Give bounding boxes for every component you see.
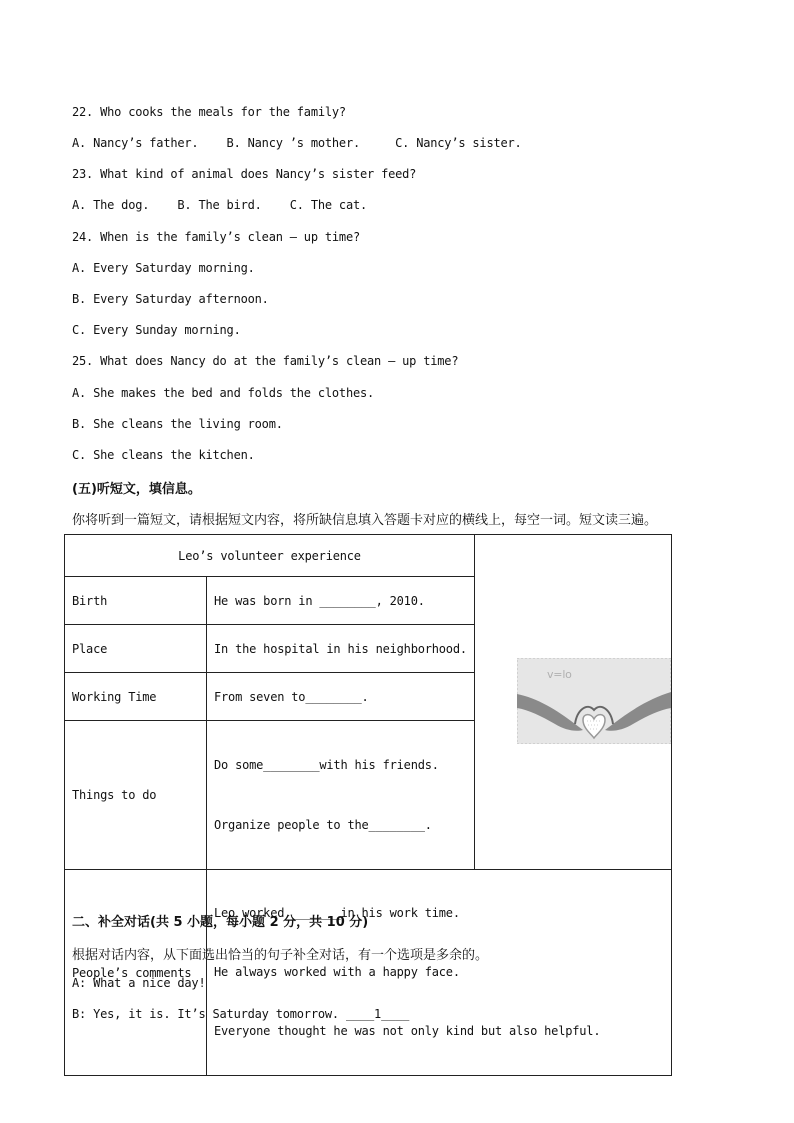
row-label: Birth [65,577,207,625]
option-c: C. Every Sunday morning. [72,323,241,337]
question-text: 22. Who cooks the meals for the family? [72,105,346,119]
content-line: Do some________with his friends. [214,758,439,772]
section-heading: (五)听短文，填信息。 [72,482,201,497]
option-b: B. She cleans the living room. [72,417,283,431]
dialogue-line: A: What a nice day! [72,976,206,990]
row-content [207,870,672,1076]
option-a: A. Every Saturday morning. [72,261,255,275]
row-content: From seven to________. [207,673,475,721]
option-a: A. She makes the bed and folds the clothes. [72,386,375,400]
content-line: He always worked with a happy face. [214,965,460,979]
photo-cell [475,535,672,870]
row-content [207,721,475,870]
section-heading: 二、补全对话(共 5 小题，每小题 2 分，共 10 分) [72,915,369,930]
section-instruction: 根据对话内容，从下面选出恰当的句子补全对话，有一个选项是多余的。 [72,948,489,963]
question-text: 25. What does Nancy do at the family’s clean – up time? [72,354,459,368]
question-text: 23. What kind of animal does Nancy’s sister feed? [72,167,417,181]
content-line: Leo worked________in his work time. [214,906,460,920]
table-title: Leo’s volunteer experience [65,535,475,577]
question-text: 24. When is the family’s clean – up time? [72,230,361,244]
svg-text:v=lo: v=lo [547,667,572,681]
row-label: People’s comments [65,870,207,1076]
option-c: C. She cleans the kitchen. [72,448,255,462]
option-b: B. Every Saturday afternoon. [72,292,269,306]
content-line: Organize people to the________. [214,818,432,832]
row-content: In the hospital in his neighborhood. [207,625,475,673]
dialogue-line: B: Yes, it is. It’s Saturday tomorrow. ____1____ [72,1007,410,1021]
row-content: He was born in ________, 2010. [207,577,475,625]
answer-options: A. The dog. B. The bird. C. The cat. [72,198,368,212]
hands-heart-image [517,658,671,744]
answer-options: A. Nancy’s father. B. Nancy ’s mother. C. Nancy’s sister. [72,136,522,150]
row-label: Working Time [65,673,207,721]
row-label: Things to do [65,721,207,870]
content-line: Everyone thought he was not only kind but also helpful. [214,1024,601,1038]
row-label: Place [65,625,207,673]
volunteer-table [64,534,672,1076]
section-instruction: 你将听到一篇短文，请根据短文内容，将所缺信息填入答题卡对应的横线上，每空一词。短文读三遍。 [72,513,658,528]
